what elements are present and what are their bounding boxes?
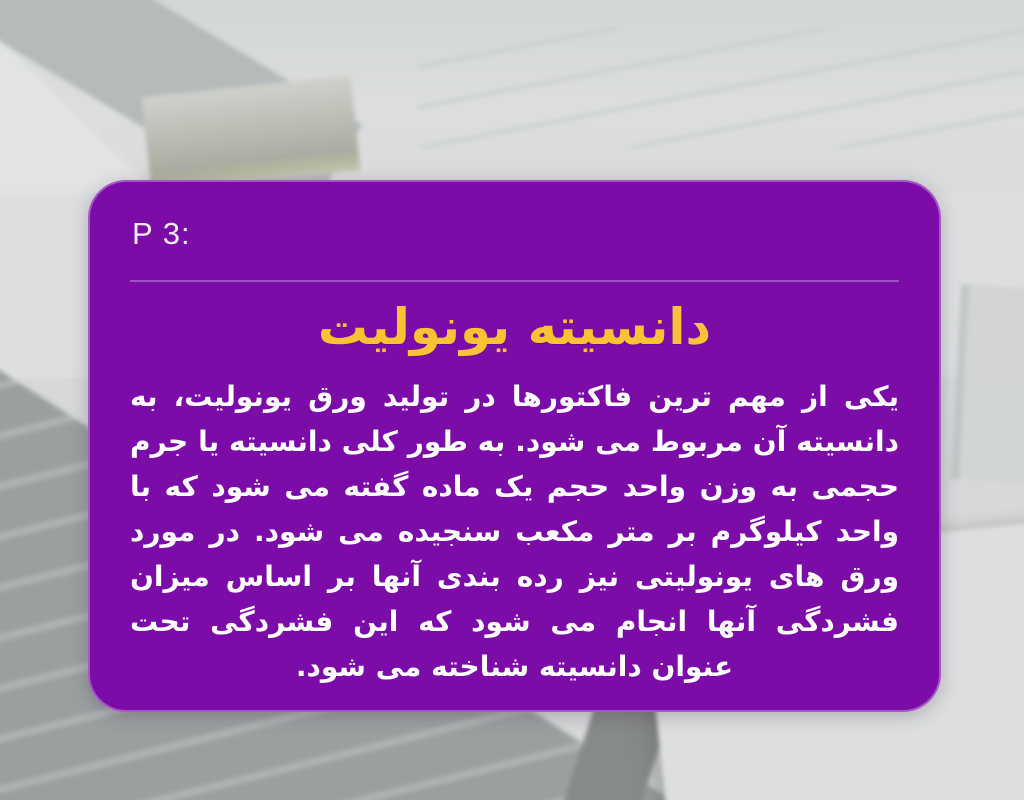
divider-line <box>130 280 899 282</box>
page-label: P 3: <box>132 216 191 251</box>
caption-card <box>88 180 941 712</box>
background-right-block-corner <box>951 284 1024 486</box>
card-title: دانسیته یونولیت <box>317 298 712 356</box>
card-body-text: یکی از مهم ترین فاکتورها در تولید ورق یونولیت، به دانسیته آن مربوط می شود. به طور کلی دانسیته یا جرم حجمی به وزن واحد حجم یک ماده گفته می شود که با واحد کیلوگرم بر متر مکعب سنجیده می شود. در مورد ورق های یونولیتی نیز رده بندی آنها بر اساس میزان فشردگی آنها انجام می شود که این فشردگی تحت عنوان دانسیته شناخته می شود. <box>130 380 899 683</box>
background-sheet-seams <box>418 28 1024 148</box>
